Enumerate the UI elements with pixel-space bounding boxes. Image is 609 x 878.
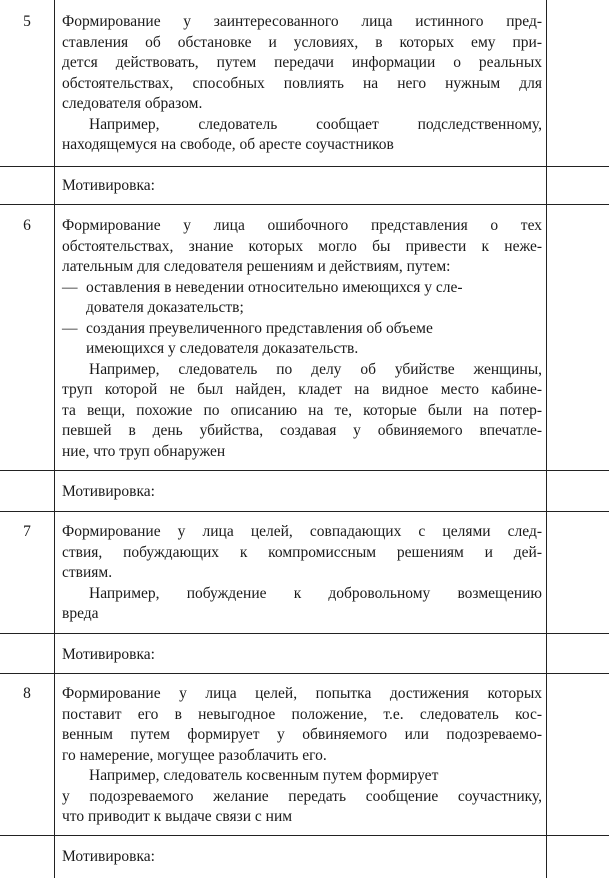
text-line: дется действовать, путем передачи информации о реальных [62,54,542,71]
text-line: ствиям. [62,564,113,581]
dash-item-text: создания преувеличенного представления об объеме [86,319,433,337]
motivation-label: Мотивировка: [62,848,155,865]
row-number: 8 [23,685,31,702]
row-number: 7 [23,523,31,540]
row-text [62,522,542,625]
text-line: ние, что труп обнаружен [62,442,226,460]
text-line: труп которой не был найден, кладет на видное место кабине- [62,381,542,398]
example-line: Например, следователь по делу об убийстве женщины, [89,360,542,378]
text-line: поставит его в невыгодное положение, т.е. следователь кос- [62,705,542,723]
motivation-label: Мотивировка: [62,646,155,663]
row-divider [0,204,609,205]
column-divider-mark [546,0,547,878]
text-line: Формирование у заинтересованного лица истинного пред- [62,13,542,30]
text-line: ставления об обстановке и условиях, в которых ему при- [62,33,542,51]
example-line: Например, следователь сообщает подследственному, [89,115,542,133]
dash-bullet: — [62,278,78,296]
text-line: та вещи, похожие по описанию на те, которые были на потер- [62,401,542,419]
text-line: следователя образом. [62,95,203,112]
text-line: у подозреваемого желание передать сообщение соучастнику, [62,787,542,805]
text-line: находящемуся на свободе, об аресте соучастников [62,136,394,153]
text-line: вреда [62,605,99,622]
row-divider [0,673,609,674]
text-line: лательным для следователя решениям и действиям, путем: [62,258,451,275]
row-number: 5 [23,13,31,30]
dash-item [62,278,542,299]
row-text [62,684,542,828]
text-line: что приводит к выдаче связи с ним [62,808,293,825]
text-line: певшей в день убийства, создавая у обвиняемого впечатле- [62,422,542,439]
column-divider-number [54,0,55,878]
row-divider [0,470,609,471]
text-line: Формирование у лица целей, совпадающих с целями след- [62,523,542,540]
motivation-label: Мотивировка: [62,177,155,194]
dash-bullet: — [62,319,78,337]
text-line: ствия, побуждающих к компромиссным решениям и дей- [62,543,542,561]
text-line: обстоятельствах, знание которых могло бы привести к неже- [62,237,542,255]
text-line: дователя доказательств; [86,299,244,316]
row-divider [0,835,609,836]
dash-item [62,319,542,340]
example-line: Например, побуждение к добровольному возмещению [89,584,542,602]
example-line: Например, следователь косвенным путем формирует [89,767,439,784]
dash-item-text: оставления в неведении относительно имеющихся у сле- [86,278,463,296]
motivation-label: Мотивировка: [62,483,155,500]
text-line: венным путем формирует у обвиняемого или подозреваемо- [62,726,542,743]
row-divider [0,511,609,512]
row-text [62,12,542,156]
text-line: Формирование у лица ошибочного представления о тех [62,217,542,234]
row-number: 6 [23,217,31,234]
text-line: имеющихся у следователя доказательств. [86,340,359,357]
text-line: обстоятельствах, способных повлиять на него нужным для [62,74,542,92]
row-divider [0,166,609,167]
row-text [62,216,542,462]
text-line: Формирование у лица целей, попытка достижения которых [62,685,542,702]
row-divider [0,633,609,634]
text-line: го намерение, могущее разоблачить его. [62,746,327,764]
